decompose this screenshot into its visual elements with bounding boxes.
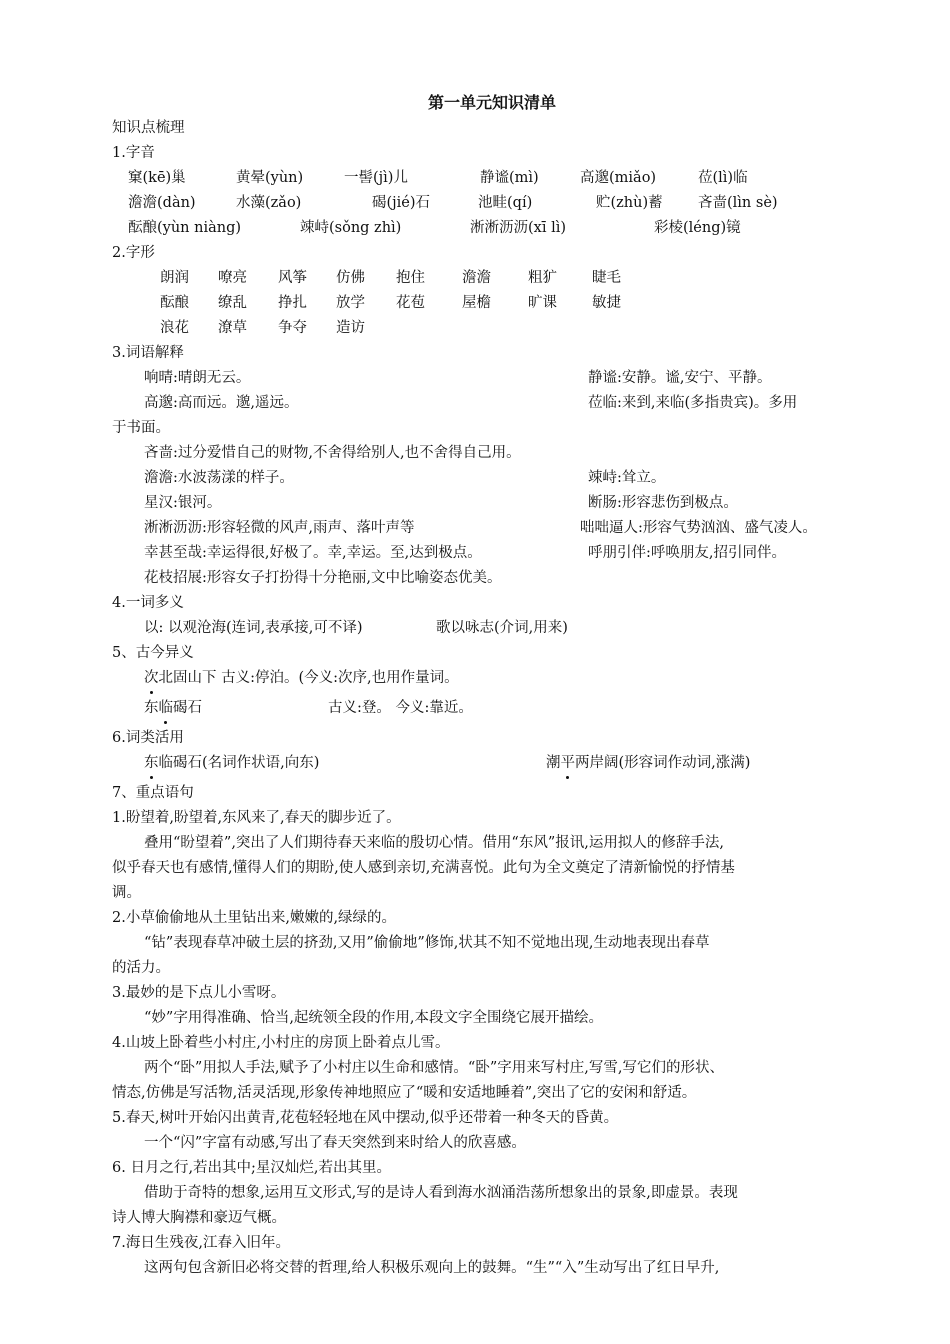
- heading-glyphs: 2.字形: [112, 245, 155, 261]
- glyph-item: 争夺: [278, 320, 307, 336]
- emphasis-char: 东: [144, 755, 159, 771]
- line-text: 碣石: [173, 700, 202, 716]
- heading-definitions: 3.词语解释: [112, 345, 184, 361]
- analysis-line: “妙”字用得准确、恰当,起统领全段的作用,本段文字全围绕它展开描绘。: [144, 1010, 604, 1026]
- pron-item: 淅淅沥沥(xī lì): [470, 220, 567, 236]
- definition: 澹澹:水波荡漾的样子。: [144, 470, 294, 486]
- pron-item: 静谧(mì): [480, 170, 539, 186]
- pron-item: 池畦(qí): [478, 195, 533, 211]
- pron-item: 莅(lì)临: [698, 170, 748, 186]
- definition: 莅临:来到,来临(多指贵宾)。多用: [588, 395, 798, 411]
- glyph-row-1: [160, 268, 621, 288]
- definition: 吝啬:过分爱惜自己的财物,不舍得给别人,也不舍得自己用。: [144, 445, 521, 461]
- pron-item: 竦峙(sǒng zhì): [300, 220, 402, 236]
- pron-item: 酝酿(yùn niàng): [128, 220, 242, 236]
- glyph-item: 风筝: [278, 270, 307, 286]
- glyph-item: 潦草: [218, 320, 247, 336]
- glyph-item: 酝酿: [160, 295, 189, 311]
- pronunciation-row-1: [128, 168, 748, 188]
- glyph-item: 屋檐: [462, 295, 491, 311]
- glyph-item: 睫毛: [592, 270, 621, 286]
- heading-key-sentences: 7、重点语句: [112, 785, 194, 801]
- glyph-item: 造访: [336, 320, 365, 336]
- glyph-row-3: [160, 318, 365, 338]
- glyph-item: 放学: [336, 295, 365, 311]
- pron-item: 澹澹(dàn): [128, 195, 196, 211]
- word-class-line: [546, 753, 750, 773]
- glyph-item: 敏捷: [592, 295, 621, 311]
- definition-continued: 于书面。: [112, 420, 170, 436]
- analysis-line: 调。: [112, 885, 141, 901]
- key-sentence: 5.春天,树叶开始闪出黄青,花苞轻轻地在风中摆动,似乎还带着一种冬天的昏黄。: [112, 1110, 619, 1126]
- analysis-line: 借助于奇特的想象,运用互文形式,写的是诗人看到海水汹涌浩荡所想象出的景象,即虚景。表现: [144, 1185, 738, 1201]
- emphasis-char: 平: [560, 755, 575, 771]
- glyph-item: 嘹亮: [218, 270, 247, 286]
- heading-pronunciation: 1.字音: [112, 145, 155, 161]
- definition: 花枝招展:形容女子打扮得十分艳丽,文中比喻姿态优美。: [144, 570, 502, 586]
- pron-item: 贮(zhù)蓄: [596, 195, 663, 211]
- definition: 幸甚至哉:幸运得很,好极了。幸,幸运。至,达到极点。: [144, 545, 482, 561]
- definition: 咄咄逼人:形容气势汹汹、盛气凌人。: [580, 520, 817, 536]
- glyph-row-2: [160, 293, 621, 313]
- emphasis-char: 临: [158, 700, 173, 716]
- ancient-modern-line: [144, 698, 202, 718]
- analysis-line: 诗人博大胸襟和豪迈气概。: [112, 1210, 286, 1226]
- line-text: 东: [144, 700, 159, 716]
- analysis-line: 两个“卧”用拟人手法,赋予了小村庄以生命和感情。“卧”字用来写村庄,写雪,写它们的形状、: [144, 1060, 724, 1076]
- key-sentence: 1.盼望着,盼望着,东风来了,春天的脚步近了。: [112, 810, 401, 826]
- pron-item: 水藻(zǎo): [236, 195, 302, 211]
- pron-item: 黄晕(yùn): [236, 170, 304, 186]
- pron-item: 窠(kē)巢: [128, 170, 186, 186]
- glyph-item: 花苞: [396, 295, 425, 311]
- analysis-line: 情态,仿佛是写活物,活灵活现,形象传神地照应了“暖和安适地睡着”,突出了它的安闲和舒适。: [112, 1085, 697, 1101]
- glyph-item: 浪花: [160, 320, 189, 336]
- polysemy-line: 以: 以观沧海(连词,表承接,可不译): [144, 620, 363, 636]
- word-class-line: [144, 753, 319, 773]
- pron-item: 一髻(jì)儿: [344, 170, 408, 186]
- definition: 竦峙:耸立。: [588, 470, 666, 486]
- pron-item: 碣(jié)石: [372, 195, 431, 211]
- glyph-item: 澹澹: [462, 270, 491, 286]
- glyph-item: 抱住: [396, 270, 425, 286]
- analysis-line: 一个“闪”字富有动感,写出了春天突然到来时给人的欣喜感。: [144, 1135, 526, 1151]
- analysis-line: “钻”表现春草冲破土层的挤劲,又用”偷偷地”修饰,状其不知不觉地出现,生动地表现出春草: [144, 935, 710, 951]
- glyph-item: 挣扎: [278, 295, 307, 311]
- ancient-modern-line: [144, 668, 459, 688]
- definition: 星汉:银河。: [144, 495, 222, 511]
- line-text: 临碣石(名词作状语,向东): [158, 755, 320, 771]
- line-text: 两岸阔(形容词作动词,涨满): [575, 755, 751, 771]
- page-title: 第一单元知识清单: [428, 93, 557, 112]
- definition: 高邈:高而远。邈,遥远。: [144, 395, 299, 411]
- glyph-item: 仿佛: [336, 270, 365, 286]
- glyph-item: 粗犷: [528, 270, 557, 286]
- key-sentence: 3.最妙的是下点儿小雪呀。: [112, 985, 286, 1001]
- analysis-line: 的活力。: [112, 960, 170, 976]
- ancient-modern-meaning: 古义:登。 今义:靠近。: [328, 700, 473, 716]
- heading-word-class: 6.词类活用: [112, 730, 184, 746]
- pronunciation-row-3: [128, 218, 741, 238]
- pron-item: 彩棱(léng)镜: [654, 220, 741, 236]
- definition: 淅淅沥沥:形容轻微的风声,雨声、落叶声等: [144, 520, 415, 536]
- key-sentence: 4.山坡上卧着些小村庄,小村庄的房顶上卧着点儿雪。: [112, 1035, 450, 1051]
- pron-item: 高邈(miǎo): [580, 170, 657, 186]
- heading-polysemy: 4.一词多义: [112, 595, 184, 611]
- analysis-line: 这两句包含新旧必将交替的哲理,给人积极乐观向上的鼓舞。“生”“入”生动写出了红日早升,: [144, 1260, 720, 1276]
- definition: 断肠:形容悲伤到极点。: [588, 495, 738, 511]
- definition: 静谧:安静。谧,安宁、平静。: [588, 370, 772, 386]
- glyph-item: 缭乱: [218, 295, 247, 311]
- key-sentence: 2.小草偷偷地从土里钻出来,嫩嫩的,绿绿的。: [112, 910, 397, 926]
- polysemy-line: 歌以咏志(介词,用来): [436, 620, 568, 636]
- key-sentence: 6. 日月之行,若出其中;星汉灿烂,若出其里。: [112, 1160, 392, 1176]
- pronunciation-row-2: [128, 193, 778, 213]
- definition: 响晴:晴朗无云。: [144, 370, 251, 386]
- analysis-line: 似乎春天也有感情,懂得人们的期盼,使人感到亲切,充满喜悦。此句为全文奠定了清新愉悦的抒情基: [112, 860, 735, 876]
- pron-item: 吝啬(lìn sè): [698, 195, 778, 211]
- line-text: 潮: [546, 755, 561, 771]
- key-sentence: 7.海日生残夜,江春入旧年。: [112, 1235, 290, 1251]
- glyph-item: 旷课: [528, 295, 557, 311]
- section-header: 知识点梳理: [112, 120, 185, 136]
- heading-ancient-modern: 5、古今异义: [112, 645, 194, 661]
- line-text: 北固山下 古义:停泊。(今义:次序,也用作量词。: [158, 670, 459, 686]
- emphasis-char: 次: [144, 670, 159, 686]
- definition: 呼朋引伴:呼唤朋友,招引同伴。: [588, 545, 786, 561]
- glyph-item: 朗润: [160, 270, 189, 286]
- analysis-line: 叠用“盼望着”,突出了人们期待春天来临的殷切心情。借用“东风”报讯,运用拟人的修辞手法,: [144, 835, 724, 851]
